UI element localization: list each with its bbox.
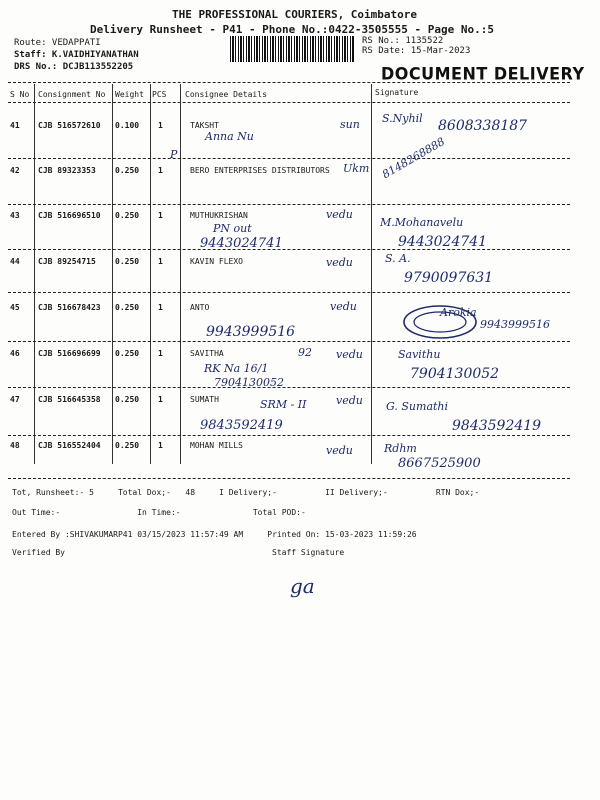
- divider: [8, 478, 570, 479]
- col-signature: Signature: [375, 88, 419, 97]
- divider: [8, 204, 570, 205]
- totals-line: Tot, Runsheet:- 5 Total Dox;- 48 I Delivery;- II Delivery;- RTN Dox;-: [12, 488, 480, 497]
- handwritten-phone: 9443024741: [398, 234, 488, 250]
- barcode-image: [230, 36, 355, 62]
- handwritten-phone-extra: 7904130052: [214, 376, 284, 389]
- rs-number: RS No.: 1135522: [362, 36, 444, 46]
- handwritten-note: SRM - II: [260, 398, 307, 411]
- times-line: Out Time:- In Time:- Total POD:-: [12, 508, 306, 517]
- row-consignee: BERO ENTERPRISES DISTRIBUTORS: [190, 166, 330, 175]
- row-consignment-no: CJB 516696699: [38, 349, 101, 358]
- column-divider: [371, 84, 372, 464]
- row-sno: 46: [10, 349, 20, 358]
- signature: M.Mohanavelu: [380, 216, 464, 229]
- rs-date: RS Date: 15-Mar-2023: [362, 46, 471, 56]
- row-pcs: 1: [158, 166, 163, 175]
- handwritten-phone: 8608338187: [438, 118, 528, 134]
- row-consignment-no: CJB 516552404: [38, 441, 101, 450]
- staff-signature: ga: [290, 574, 315, 598]
- handwritten-area: vedu: [326, 444, 353, 457]
- handwritten-number: 92: [298, 346, 312, 359]
- divider: [8, 249, 570, 250]
- row-consignment-no: CJB 516696510: [38, 211, 101, 220]
- signature: Arokia: [440, 306, 477, 319]
- handwritten-phone: 9790097631: [404, 270, 494, 286]
- divider: [8, 341, 570, 342]
- row-pcs: 1: [158, 303, 163, 312]
- signature: Savithu: [398, 348, 441, 361]
- handwritten-phone: 8667525900: [398, 456, 481, 471]
- row-pcs: 1: [158, 121, 163, 130]
- verified-by: Verified By: [12, 548, 65, 557]
- row-consignment-no: CJB 516678423: [38, 303, 101, 312]
- row-weight: 0.250: [115, 211, 140, 220]
- row-weight: 0.250: [115, 395, 140, 404]
- row-weight: 0.250: [115, 257, 140, 266]
- handwritten-area: vedu: [326, 208, 353, 221]
- row-consignee: ANTO: [190, 303, 210, 312]
- row-pcs: 1: [158, 441, 163, 450]
- row-consignee: MOHAN MILLS: [190, 441, 243, 450]
- row-pcs: 1: [158, 349, 163, 358]
- row-consignee: TAKSHT: [190, 121, 219, 130]
- row-sno: 43: [10, 211, 20, 220]
- row-consignee: SAVITHA: [190, 349, 224, 358]
- row-sno: 45: [10, 303, 20, 312]
- handwritten-area: sun: [340, 118, 360, 131]
- row-sno: 47: [10, 395, 20, 404]
- handwritten-note: 9943999516: [206, 324, 296, 340]
- row-pcs: 1: [158, 211, 163, 220]
- handwritten-area: vedu: [326, 256, 353, 269]
- column-divider: [112, 84, 113, 464]
- row-pcs: 1: [158, 257, 163, 266]
- row-consignee: MUTHUKRISHAN: [190, 211, 248, 220]
- row-pcs: 1: [158, 395, 163, 404]
- handwritten-note: PN out: [213, 222, 252, 235]
- handwritten-area: vedu: [330, 300, 357, 313]
- col-weight: Weight: [115, 90, 144, 99]
- row-weight: 0.250: [115, 303, 140, 312]
- signature: Rdhm: [384, 442, 417, 455]
- col-sno: S No: [10, 90, 30, 99]
- column-divider: [150, 84, 151, 464]
- handwritten-phone: 9843592419: [452, 418, 542, 434]
- divider: [8, 435, 570, 436]
- row-consignee: KAVIN FLEXO: [190, 257, 243, 266]
- handwritten-mark: P: [170, 148, 178, 161]
- document-delivery-stamp: DOCUMENT DELIVERY: [381, 63, 585, 84]
- route-label: Route: VEDAPPATI: [14, 38, 101, 48]
- handwritten-phone: 9943999516: [480, 318, 550, 331]
- handwritten-area: Ukm: [343, 162, 370, 175]
- signature: G. Sumathi: [386, 400, 449, 413]
- handwritten-note: RK Na 16/1: [204, 362, 269, 375]
- row-consignment-no: CJB 89254715: [38, 257, 96, 266]
- row-sno: 48: [10, 441, 20, 450]
- handwritten-note: Anna Nu: [205, 130, 254, 143]
- handwritten-phone-extra: 9443024741: [200, 236, 283, 251]
- staff-signature-label: Staff Signature: [272, 548, 345, 557]
- row-sno: 44: [10, 257, 20, 266]
- column-divider: [34, 84, 35, 464]
- signature-loop: [400, 300, 480, 342]
- drs-number: DRS No.: DCJB113552205: [14, 62, 134, 72]
- row-sno: 41: [10, 121, 20, 130]
- signature: S.Nyhil: [382, 112, 423, 125]
- handwritten-phone: 8148268888: [380, 135, 448, 182]
- row-consignment-no: CJB 516572610: [38, 121, 101, 130]
- runsheet-title: Delivery Runsheet - P41 - Phone No.:0422-3505555 - Page No.:5: [90, 23, 494, 36]
- handwritten-area: vedu: [336, 394, 363, 407]
- entered-by: Entered By :SHIVAKUMARP41 03/15/2023 11:57:49 AM Printed On: 15-03-2023 11:59:26: [12, 530, 417, 539]
- divider: [8, 102, 570, 103]
- row-weight: 0.250: [115, 166, 140, 175]
- handwritten-area: vedu: [336, 348, 363, 361]
- col-pcs: PCS: [152, 90, 167, 99]
- divider: [8, 292, 570, 293]
- row-consignment-no: CJB 516645358: [38, 395, 101, 404]
- row-consignee: SUMATH: [190, 395, 219, 404]
- row-weight: 0.250: [115, 349, 140, 358]
- handwritten-phone-extra: 9843592419: [200, 418, 283, 433]
- row-weight: 0.100: [115, 121, 140, 130]
- row-sno: 42: [10, 166, 20, 175]
- row-weight: 0.250: [115, 441, 140, 450]
- divider: [8, 158, 570, 159]
- row-consignment-no: CJB 89323353: [38, 166, 96, 175]
- col-consignee: Consignee Details: [185, 90, 267, 99]
- staff-label: Staff: K.VAIDHIYANATHAN: [14, 50, 139, 60]
- divider: [8, 82, 570, 83]
- handwritten-phone: 7904130052: [410, 366, 500, 382]
- signature: S. A.: [385, 252, 411, 265]
- col-consignment: Consignment No: [38, 90, 106, 99]
- company-title: THE PROFESSIONAL COURIERS, Coimbatore: [172, 8, 418, 21]
- column-divider: [180, 84, 181, 464]
- divider: [8, 387, 570, 388]
